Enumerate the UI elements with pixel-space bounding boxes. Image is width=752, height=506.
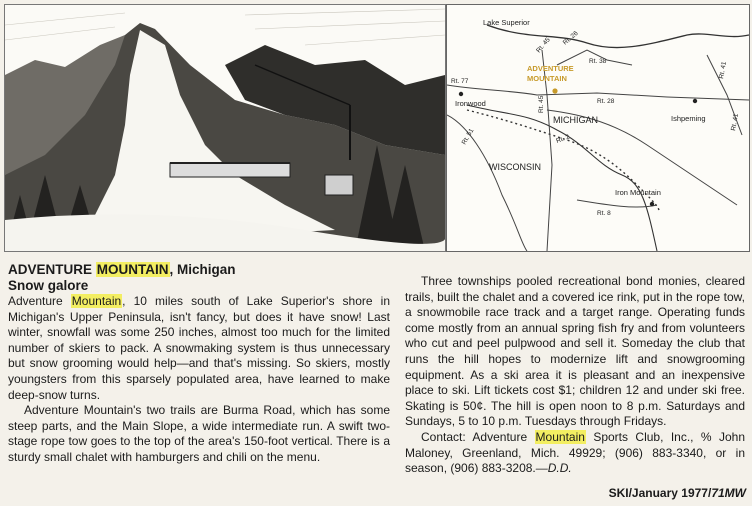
- left-paragraph-2: Adventure Mountain's two trails are Burma Road, which has some steep parts, and the Main Slope, a wide intermediate run. A swift two-stage rope tow goes to the top of the area's 150-foot vertical. There is a sturdy small chalet with hamburgers and chili on the menu.: [8, 403, 390, 464]
- article-headline: [8, 262, 236, 278]
- left-p1-post: , 10 miles south of Lake Superior's shore in Michigan's Upper Peninsula, isn't fancy, but does it have snow! Last winter, snowfall was some 250 inches, almost too much for the limited number of skiers to pack. A snowmaking system is thus unnecessary but snow grooming would help—and that's missing. So skiers, mostly youngsters from this sparsely populated area, have learned to make deep-snow turns.: [8, 294, 390, 402]
- map-route-r8: Rt. 8: [597, 210, 611, 217]
- article: [8, 262, 748, 502]
- map-label-title-line2: MOUNTAIN: [527, 74, 567, 83]
- page-footer: [609, 486, 746, 500]
- map-label-title-line1: ADVENTURE: [527, 64, 574, 73]
- map-label-wisconsin: WISCONSIN: [489, 162, 542, 172]
- area-map: [446, 4, 750, 252]
- article-column-left: [8, 294, 390, 466]
- map-route-r45-mid: Rt. 45: [538, 95, 545, 113]
- right-p2-post: Sports Club, Inc., % John Maloney, Greenland, Mich. 49929; (906) 883-3340, or in season, (906) 883-3208.: [405, 429, 746, 476]
- headline-text-post: , Michigan: [169, 262, 236, 277]
- map-route-r26: Rt. 26: [561, 30, 580, 47]
- map-route-r41-top: Rt. 41: [718, 61, 728, 80]
- footer-page-number: 71MW: [711, 486, 746, 500]
- map-label-lake: Lake Superior: [483, 18, 530, 27]
- map-route-r38: Rt. 38: [589, 58, 607, 65]
- left-p1-highlight: Mountain: [71, 294, 122, 308]
- map-route-r2: Rt. 2: [555, 133, 571, 145]
- article-column-right: [405, 274, 745, 477]
- map-label-ishpeming: Ishpeming: [671, 114, 706, 123]
- headline-highlight: MOUNTAIN: [96, 262, 169, 277]
- map-route-r45-top: Rt. 45: [535, 36, 552, 55]
- headline-text-pre: ADVENTURE: [8, 262, 96, 277]
- map-label-iron-mountain: Iron Mountain: [615, 188, 661, 197]
- map-label-michigan: MICHIGAN: [553, 115, 598, 125]
- map-route-r28: Rt. 28: [597, 98, 615, 105]
- footer-publication: SKI: [608, 486, 629, 500]
- ski-slope-illustration: [4, 4, 446, 252]
- map-route-r51: Rt. 51: [460, 127, 476, 146]
- left-paragraph-1: [8, 294, 390, 403]
- map-route-r41-right: Rt. 41: [730, 113, 740, 132]
- right-p2-highlight: Mountain: [535, 429, 585, 444]
- right-p2-pre: Contact: Adventure: [421, 429, 535, 444]
- map-route-r77: Rt. 77: [451, 78, 469, 85]
- right-paragraph-1: Three townships pooled recreational bond monies, cleared trails, built the chalet and a covered ice rink, put in the rope tow, a snowmobile race track and a target range. Operating funds come mostly from an annual spring fish fry and from volunteers who cut and peel pulpwood and sell it. Someday the club that runs the hill hopes to modernize lift and snowgrooming equipment. As a ski area it is pleasant and an inexpensive place to ski. Lift tickets cost $1; children 12 and under ski free. Skating is 50¢. The hill is open noon to 8 p.m. Saturdays and Sundays, 5 to 10 p.m. Tuesdays through Fridays.: [405, 274, 745, 429]
- left-p1-pre: Adventure: [8, 294, 71, 308]
- right-paragraph-2: [405, 430, 745, 477]
- author-signature: —D.D.: [535, 461, 572, 476]
- article-subhead: Snow galore: [8, 278, 89, 293]
- ski-slope-sketch-icon: [5, 5, 445, 251]
- map-label-ironwood: Ironwood: [455, 99, 486, 108]
- footer-date: /January 1977/: [628, 486, 712, 500]
